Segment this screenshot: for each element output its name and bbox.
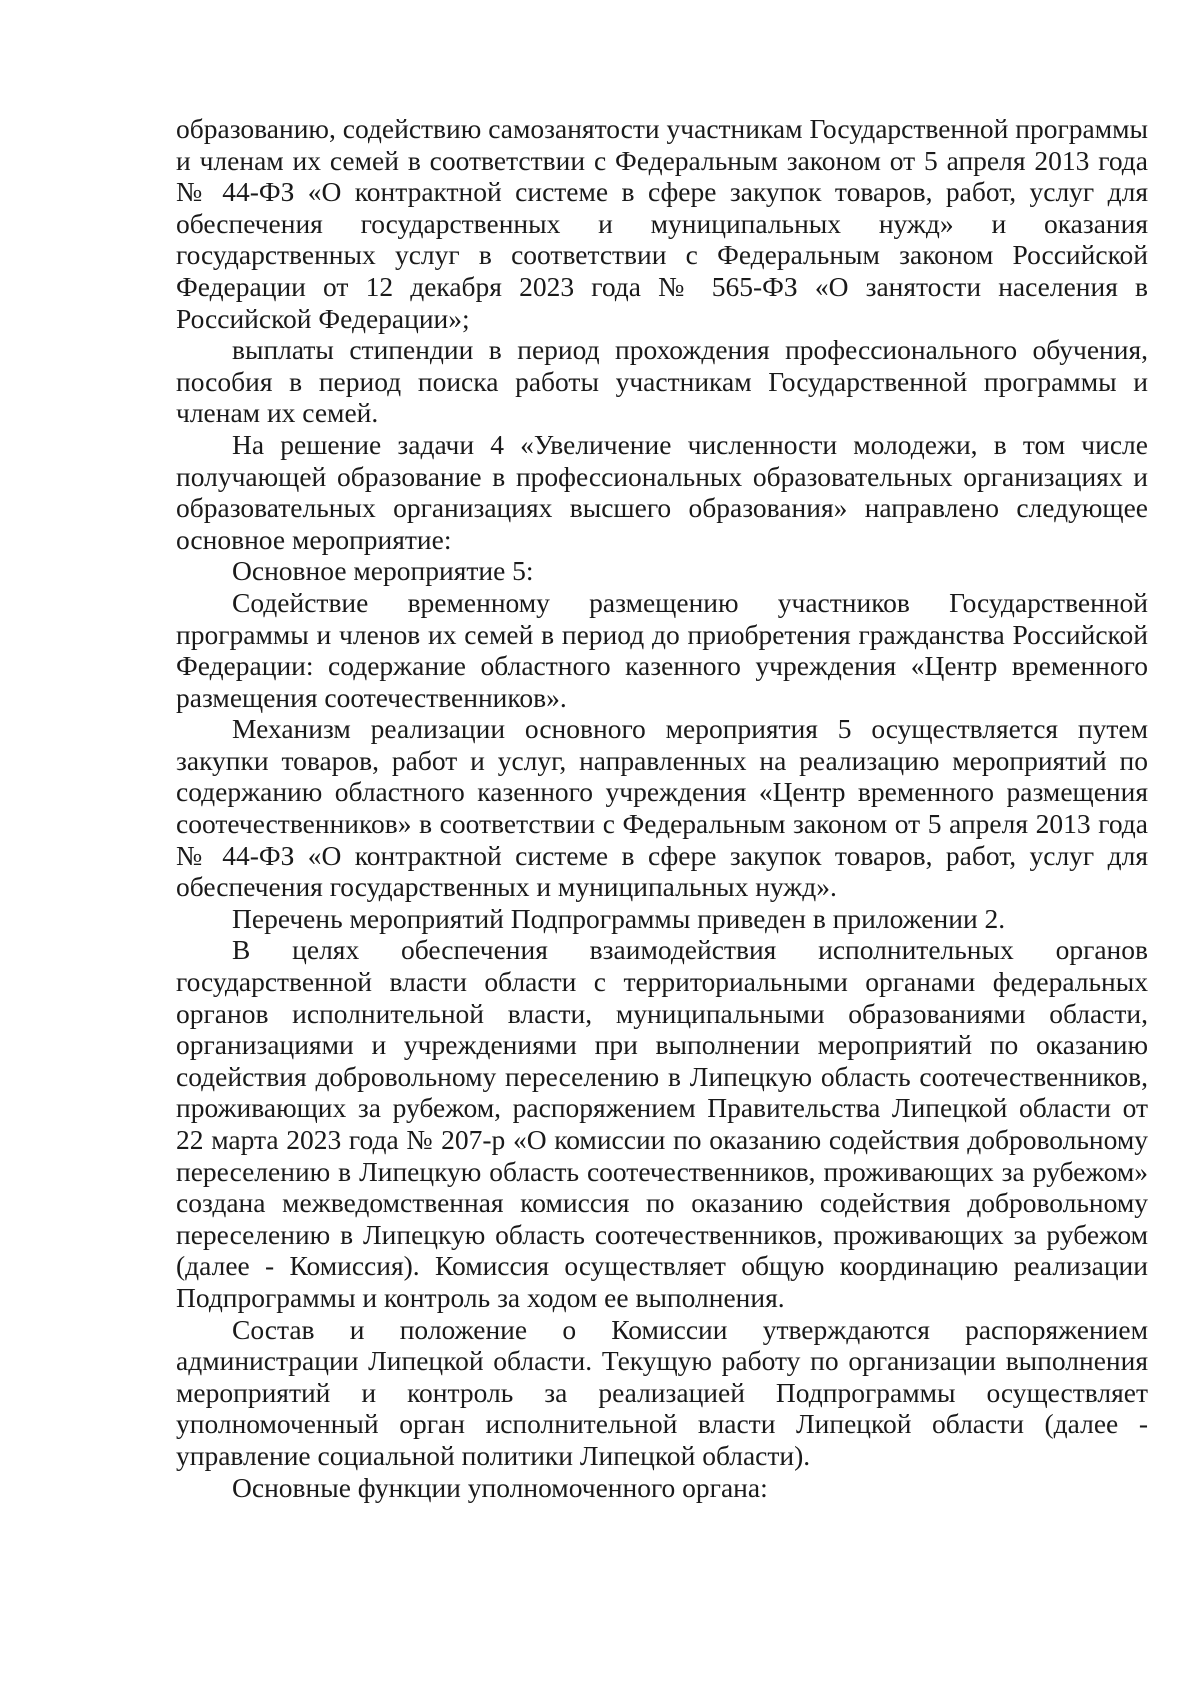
paragraph-main-activity-5: Содействие временному размещению участников Государственной программы и членов их семей в период до приобретения гражданства Российской Федерации: содержание областного казенного учреждения «Центр временного размещения соотечественников».	[176, 586, 1148, 713]
paragraph-continuation: образованию, содействию самозанятости участникам Государственной программы и членам их семей в соответствии с Федеральным законом от 5 апреля 2013 года № 44-ФЗ «О контрактной системе в сфере закупок товаров, работ, услуг для обеспечения государственных и муниципальных нужд» и оказания государственных услуг в соответствии с Федеральным законом Российской Федерации от 12 декабря 2023 года № 565-ФЗ «О занятости населения в Российской Федерации»;	[176, 113, 1148, 334]
paragraph-task-4: На решение задачи 4 «Увеличение численности молодежи, в том числе получающей образование в профессиональных образовательных организациях и образовательных организациях высшего образования» направлено следующее основное мероприятие:	[176, 428, 1148, 555]
paragraph-mechanism: Механизм реализации основного мероприятия 5 осуществляется путем закупки товаров, работ и услуг, направленных на реализацию мероприятий по содержанию областного казенного учреждения «Центр временного размещения соотечественников» в соответствии с Федеральным законом от 5 апреля 2013 года № 44-ФЗ «О контрактной системе в сфере закупок товаров, работ, услуг для обеспечения государственных и муниципальных нужд».	[176, 713, 1148, 903]
paragraph-composition: Состав и положение о Комиссии утверждаются распоряжением администрации Липецкой области. Текущую работу по организации выполнения мероприятий и контроль за реализацией Подпрограммы осуществляет уполномоченный орган исполнительной власти Липецкой области (далее - управление социальной политики Липецкой области).	[176, 1313, 1148, 1471]
paragraph-stipend: выплаты стипендии в период прохождения профессионального обучения, пособия в период поиска работы участникам Государственной программы и членам их семей.	[176, 334, 1148, 429]
document-body	[176, 113, 1148, 1503]
paragraph-activity-list: Перечень мероприятий Подпрограммы приведен в приложении 2.	[232, 902, 1006, 934]
paragraph-functions: Основные функции уполномоченного органа:	[232, 1471, 768, 1503]
paragraph-commission: В целях обеспечения взаимодействия исполнительных органов государственной власти области с территориальными органами федеральных органов исполнительной власти, муниципальными образованиями области, организациями и учреждениями при выполнении мероприятий по оказанию содействия добровольному переселению в Липецкую область соотечественников, проживающих за рубежом, распоряжением Правительства Липецкой области от 22 марта 2023 года № 207-р «О комиссии по оказанию содействия добровольному переселению в Липецкую область соотечественников, проживающих за рубежом» создана межведомственная комиссия по оказанию содействия добровольному переселению в Липецкую область соотечественников, проживающих за рубежом (далее - Комиссия). Комиссия осуществляет общую координацию реализации Подпрограммы и контроль за ходом ее выполнения.	[176, 934, 1148, 1313]
paragraph-main-activity-5-heading: Основное мероприятие 5:	[232, 555, 534, 587]
